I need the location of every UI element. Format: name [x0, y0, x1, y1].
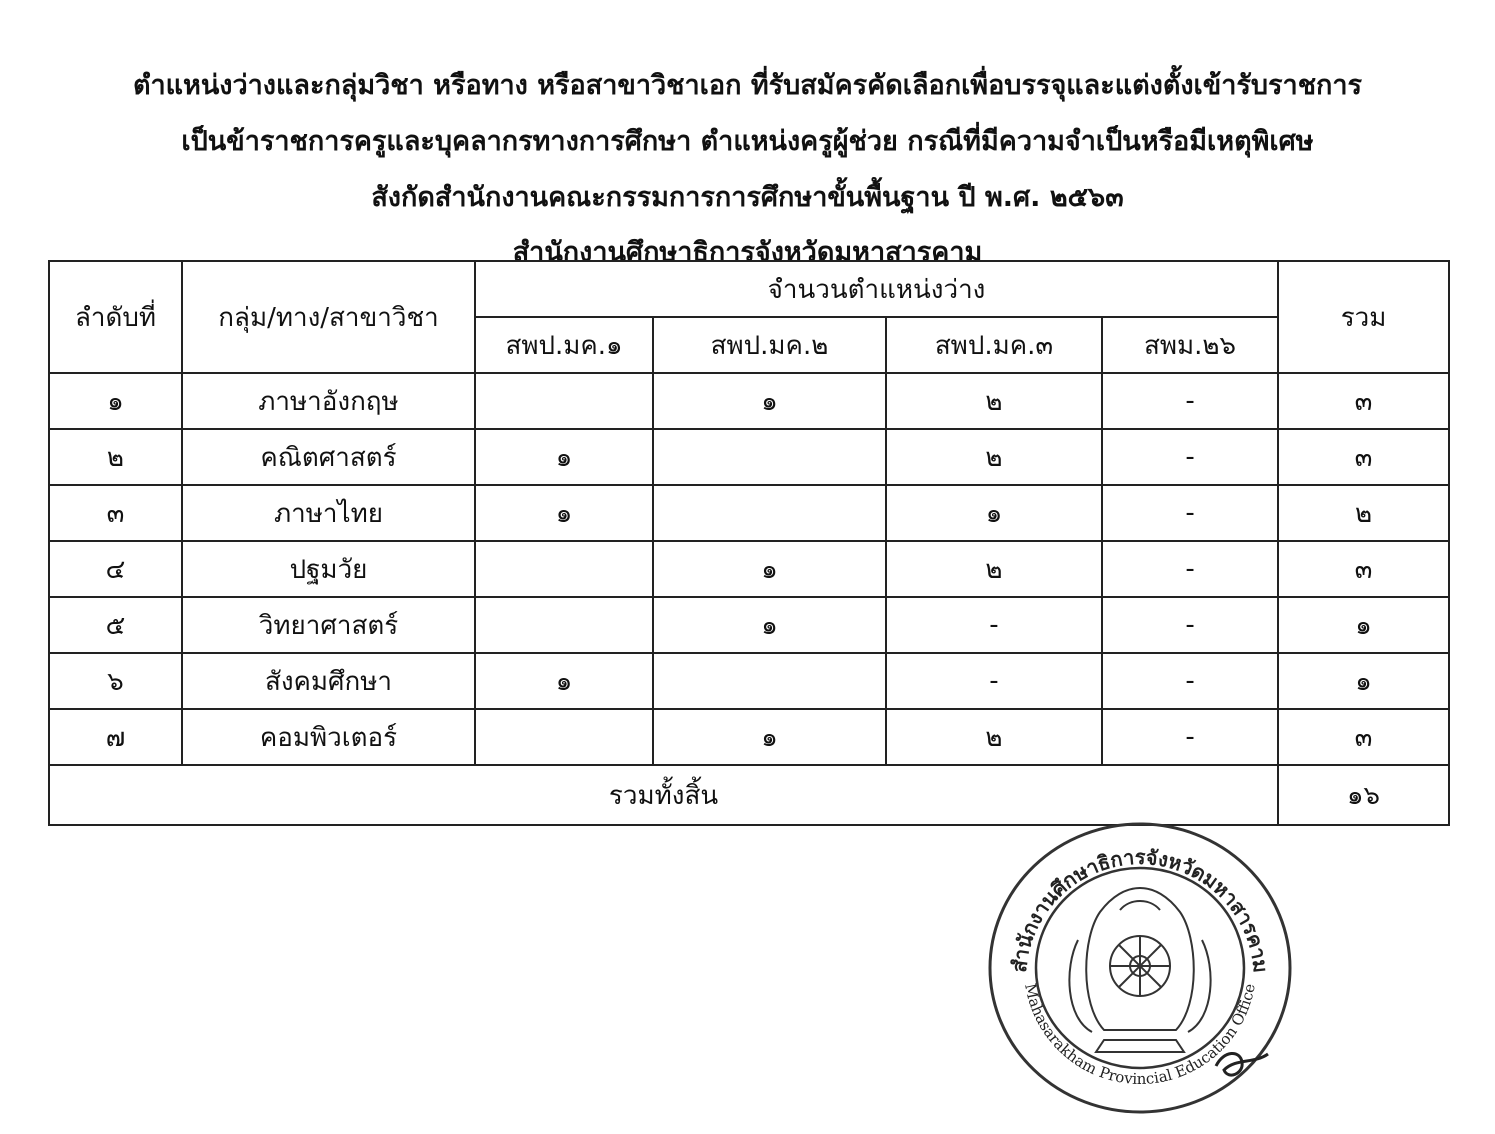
header-total: รวม — [1278, 261, 1449, 373]
row-subject: วิทยาศาสตร์ — [182, 597, 475, 653]
row-area-4: - — [1102, 597, 1278, 653]
row-area-1 — [475, 597, 653, 653]
row-area-1: ๑ — [475, 429, 653, 485]
header-area-3: สพป.มค.๓ — [886, 317, 1102, 373]
header-area-4: สพม.๒๖ — [1102, 317, 1278, 373]
row-area-2 — [653, 485, 886, 541]
row-area-2: ๑ — [653, 709, 886, 765]
table-row — [49, 373, 1449, 429]
row-number: ๖ — [49, 653, 182, 709]
row-area-3: - — [886, 653, 1102, 709]
row-number: ๕ — [49, 597, 182, 653]
header-vacancies: จำนวนตำแหน่งว่าง — [475, 261, 1278, 317]
grand-total-row — [49, 765, 1449, 825]
row-number: ๗ — [49, 709, 182, 765]
vacancy-table — [48, 260, 1450, 826]
row-area-1: ๑ — [475, 485, 653, 541]
stamp-outer-text: สำนักงานศึกษาธิการจังหวัดมหาสารคาม — [1006, 844, 1273, 974]
grand-total-label: รวมทั้งสิ้น — [49, 765, 1278, 825]
table-row — [49, 541, 1449, 597]
header-area-1: สพป.มค.๑ — [475, 317, 653, 373]
row-area-4: - — [1102, 485, 1278, 541]
row-area-4: - — [1102, 373, 1278, 429]
table-header-row — [49, 261, 1449, 317]
stamp-inner-text: Mahasarakham Provincial Education Office — [1021, 981, 1259, 1089]
row-area-3: ๒ — [886, 709, 1102, 765]
row-area-4: - — [1102, 541, 1278, 597]
row-area-3: ๒ — [886, 429, 1102, 485]
row-area-3: ๒ — [886, 373, 1102, 429]
row-subject: คอมพิวเตอร์ — [182, 709, 475, 765]
title-line-4: สำนักงานศึกษาธิการจังหวัดมหาสารคาม — [512, 237, 983, 268]
title-line-1: ตำแหน่งว่างและกลุ่มวิชา หรือทาง หรือสาขาวิชาเอก ที่รับสมัครคัดเลือกเพื่อบรรจุและแต่งตั้งเข้ารับราชการ — [132, 70, 1363, 101]
row-area-1 — [475, 541, 653, 597]
row-total: ๒ — [1278, 485, 1449, 541]
header-subject: กลุ่ม/ทาง/สาขาวิชา — [182, 261, 475, 373]
row-number: ๑ — [49, 373, 182, 429]
row-area-2: ๑ — [653, 597, 886, 653]
table-row — [49, 429, 1449, 485]
row-area-2 — [653, 429, 886, 485]
row-number: ๔ — [49, 541, 182, 597]
row-total: ๑ — [1278, 597, 1449, 653]
row-total: ๓ — [1278, 429, 1449, 485]
title-line-2: เป็นข้าราชการครูและบุคลากรทางการศึกษา ตำแหน่งครูผู้ช่วย กรณีที่มีความจำเป็นหรือมีเหตุพิเศษ — [181, 126, 1314, 157]
row-total: ๓ — [1278, 709, 1449, 765]
row-number: ๓ — [49, 485, 182, 541]
document-title — [0, 58, 1495, 280]
official-stamp — [984, 818, 1296, 1118]
row-area-1 — [475, 373, 653, 429]
row-area-4: - — [1102, 709, 1278, 765]
row-area-2 — [653, 653, 886, 709]
row-number: ๒ — [49, 429, 182, 485]
table-row — [49, 597, 1449, 653]
header-order: ลำดับที่ — [49, 261, 182, 373]
row-area-2: ๑ — [653, 541, 886, 597]
row-subject: ภาษาไทย — [182, 485, 475, 541]
row-total: ๓ — [1278, 541, 1449, 597]
row-area-3: ๒ — [886, 541, 1102, 597]
row-area-4: - — [1102, 429, 1278, 485]
emblem-seal-icon — [984, 818, 1296, 1118]
row-subject: สังคมศึกษา — [182, 653, 475, 709]
row-area-1: ๑ — [475, 653, 653, 709]
row-area-1 — [475, 709, 653, 765]
row-area-3: - — [886, 597, 1102, 653]
table-row — [49, 485, 1449, 541]
header-area-2: สพป.มค.๒ — [653, 317, 886, 373]
row-subject: คณิตศาสตร์ — [182, 429, 475, 485]
table-row — [49, 653, 1449, 709]
row-total: ๑ — [1278, 653, 1449, 709]
title-line-3: สังกัดสำนักงานคณะกรรมการการศึกษาขั้นพื้นฐาน ปี พ.ศ. ๒๕๖๓ — [371, 182, 1124, 213]
row-total: ๓ — [1278, 373, 1449, 429]
row-subject: ภาษาอังกฤษ — [182, 373, 475, 429]
row-subject: ปฐมวัย — [182, 541, 475, 597]
row-area-4: - — [1102, 653, 1278, 709]
table-row — [49, 709, 1449, 765]
row-area-3: ๑ — [886, 485, 1102, 541]
grand-total-value: ๑๖ — [1278, 765, 1449, 825]
row-area-2: ๑ — [653, 373, 886, 429]
